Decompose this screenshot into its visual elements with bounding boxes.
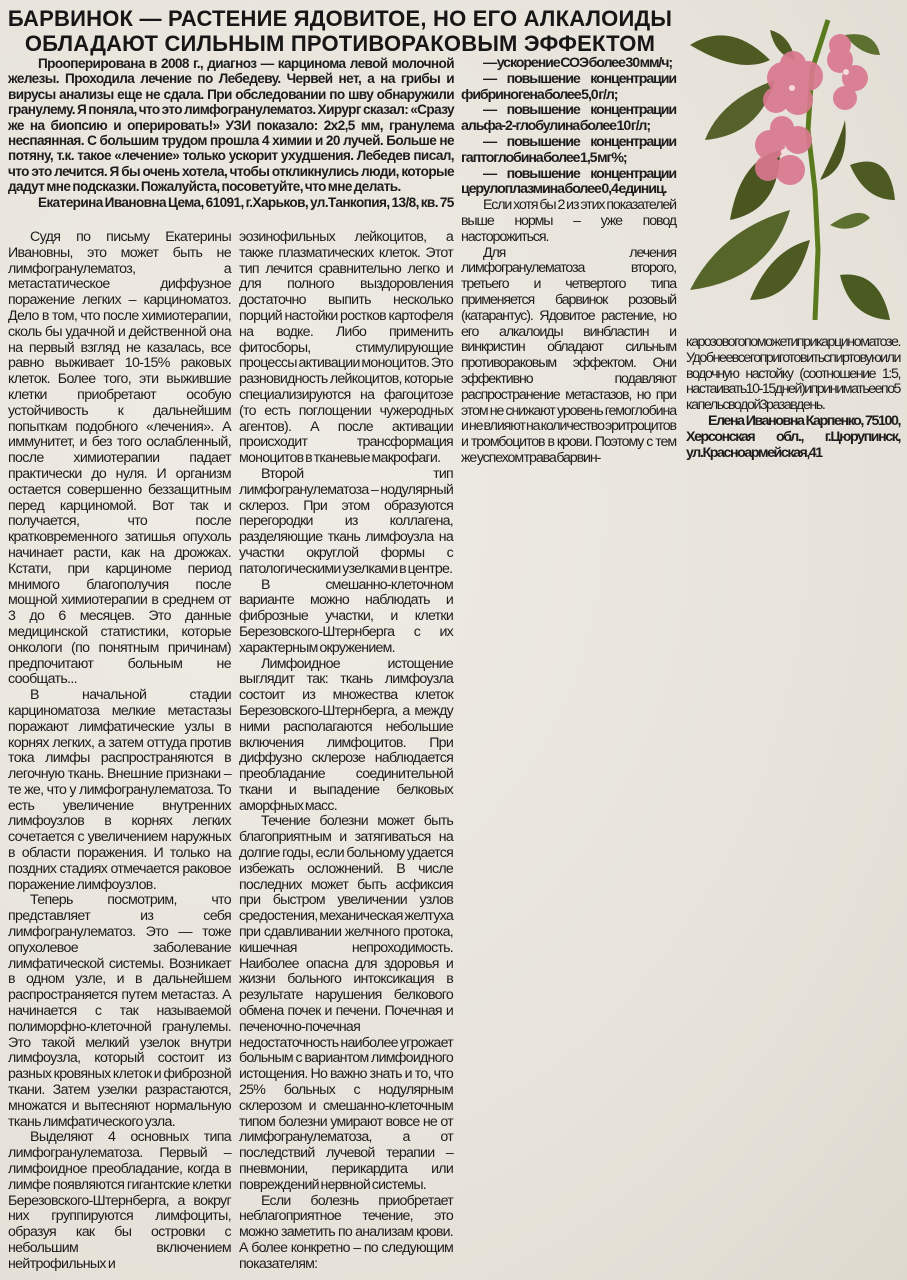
headline-line-1: БАРВИНОК — РАСТЕНИЕ ЯДОВИТОЕ, НО ЕГО АЛКАЛОИДЫ xyxy=(7,6,673,31)
paragraph: ка розового поможет и при карциноматозе. Удобнее всего приготовить спиртовую или водочную настойку (соотношение 1:5, настаивать 10-15 дней) и принимать ее по 5 капель с водой 3 раза в день. xyxy=(686,334,901,414)
paragraph: Течение болезни может быть благоприятным и затягиваться на долгие годы, если больному удается избежать осложнений. В числе последних может быть асфиксия при быстром увеличении узлов средостения, механическая желтуха при сдавливании желчного протока, кишечная непроходимость. Наиболее опасна для здоровья и жизни больного интоксикация в результате нарушения белкового обмена почек и печени. Почечная и печеночно-почечная недостаточность наиболее угрожает больным с вариантом лимфоидного истощения. Но важно знать и то, что 25% больных с нодулярным склерозом и смешанно-клеточным типом болезни умирают вовсе не от лимфогранулематоза, а от последствий лучевой терапии – пневмонии, перикардита или повреждений нервной системы. xyxy=(239,813,453,1193)
paragraph: Теперь посмотрим, что представляет из себя лимфогранулематоз. Это — тоже опухолевое заболевание лимфатической системы. Возникает в одном узле, и в дальнейшем распространяется путем метастаз. А начинается с так называемой полиморфно-клеточной гранулемы. Это такой мелкий узелок внутри лимфоузла, который состоит из разных кровяных клеток и фиброзной ткани. Затем узелки разрастаются, множатся и вытесняют нормальную ткань лимфатического узла. xyxy=(8,892,231,1130)
answer-signature: Елена Ивановна Карпенко, 75100, Херсонская обл., г.Цюрупинск, ул.Красноармейская, 41 xyxy=(686,412,900,461)
periwinkle-illustration xyxy=(680,0,907,330)
paragraph: Второй тип лимфогранулематоза – нодулярный склероз. При этом образуются перегородки из коллагена, разделяющие ткань лимфоузла на участки округлой формы с патологическими узелками в центре. xyxy=(239,465,453,577)
indicator-item: — повышение концентрации церулоплазмина более 0,4 единиц. xyxy=(461,165,676,198)
paragraph: Выделяют 4 основных типа лимфогранулематоза. Первый – лимфоидное преобладание, когда в лимфе появляются гигантские клетки Березовского-Штернберга, а вокруг них группируются лимфоциты, образуя как бы островки с небольшим включением нейтрофильных и xyxy=(8,1129,231,1272)
paragraph: В смешанно-клеточном варианте можно наблюдать и фиброзные участки, и клетки Березовского-Штернберга с их характерным окружением. xyxy=(239,576,453,656)
answer-column-3 xyxy=(461,56,676,476)
indicator-item: — повышение концентрации фибриногена более 5,0 г/л; xyxy=(461,70,676,103)
paragraph: эозинофильных лейкоцитов, а также плазматических клеток. Этот тип лечится сравнительно легко и для полного выздоровления достаточно выпить несколько порций настойки ростков картофеля на водке. Либо применить фитосборы, стимулирующие процессы активации моноцитов. Это разновидность лейкоцитов, которые специализируются на фагоцитозе (то есть поглощении чужеродных агентов). А после активации происходит трансформация моноцитов в тканевые макрофаги. xyxy=(239,229,453,467)
answer-column-4 xyxy=(686,335,900,475)
headline-line-2: ОБЛАДАЮТ СИЛЬНЫМ ПРОТИВОРАКОВЫМ ЭФФЕКТОМ xyxy=(24,31,656,56)
letter-signature: Екатерина Ивановна Цема, 61091, г.Харьков, ул.Танкопия, 13/8, кв. 75 xyxy=(38,194,454,210)
answer-column-2 xyxy=(239,230,453,1276)
paragraph: Судя по письму Екатерины Ивановны, это может быть не лимфогранулематоз, а метастатическое диффузное поражение легких – карциноматоз. Дело в том, что после химиотерапии, сколь бы удачной и действенной она на первый взгляд не казалась, все равно выживает 10-15% раковых клеток. Более того, эти выжившие клетки приобретают особую устойчивость к дальнейшим попыткам подобного «лечения». А иммунитет, и без того ослабленный, после химиотерапии падает практически до нуля. И организм остается совершенно беззащитным перед карциномой. Вот так и получается, что после кратковременного затишья опухоль начинает расти, как на дрожжах. Кстати, при карциноме период мнимого благополучия после мощной химиотерапии в среднем от 3 до 6 месяцев. Это данные медицинской статистики, которые онкологи (по понятным причинам) предпочитают больным не сообщать... xyxy=(8,229,231,688)
paragraph: В начальной стадии карциноматоза мелкие метастазы поражают лимфатические узлы в корнях легких, а затем оттуда против тока лимфы распространяются в легочную ткань. Внешние признаки – те же, что у лимфогранулематоза. То есть увеличение внутренних лимфоузлов в корнях легких сочетается с увеличением наружных в области поражения. И только на поздних стадиях отмечается раковое поражение лимфоузлов. xyxy=(8,687,231,893)
paragraph: Лимфоидное истощение выглядит так: ткань лимфоузла состоит из множества клеток Березовского-Штернберга, а между ними располагаются небольшие включения лимфоцитов. При диффузно склерозе наблюдается преобладание соединительной ткани и выпадение белковых аморфных масс. xyxy=(239,655,453,814)
paragraph: Если болезнь приобретает неблагоприятное течение, это можно заметить по анализам крови. А более конкретно – по следующим показателям: xyxy=(239,1192,453,1272)
reader-letter xyxy=(8,56,454,226)
periwinkle-plant-icon xyxy=(680,0,907,330)
answer-column-1 xyxy=(8,230,231,1276)
paragraph: Если хотя бы 2 из этих показателей выше нормы – уже повод насторожиться. xyxy=(461,197,676,245)
indicator-item: — повышение концентрации альфа-2-глобулина более 10 г/л; xyxy=(461,102,676,135)
article-headline xyxy=(0,6,680,56)
letter-text: Прооперирована в 2008 г., диагноз — карцинома левой молочной железы. Проходила лечение по Лебедеву. Червей нет, а на грибы и вирусы анализы еще не сдала. При обследовании по шву обнаружили гранулему. Я поняла, что это лимфогранулематоз. Хирург сказал: «Сразу же на биопсию и оперировать!» УЗИ показало: 2х2,5 мм, гранулема неспаянная. С большим трудом прошла 4 химии и 20 лучей. Больше не потяну, т.к. такое «лечение» только ускорит ухудшения. Лебедев писал, что это лечится. Я бы очень хотела, чтобы откликнулись люди, которые дадут мне подсказки. Пожалуйста, посоветуйте, что мне делать. xyxy=(8,56,454,195)
indicator-item: — ускорение СОЭ более 30 мм/ч; xyxy=(483,55,673,71)
indicator-item: — повышение концентрации гаптоглобина более 1,5 мг%; xyxy=(461,133,676,166)
blood-indicators-list xyxy=(461,56,676,198)
paragraph: Для лечения лимфогранулематоза второго, третьего и четвертого типа применяется барвинок розовый (катарантус). Ядовитое растение, но его алкалоиды винбластин и винкристин обладают сильным противораковым эффектом. Они эффективно подавляют распространение метастазов, но при этом не снижают уровень гемоглобина и не влияют на количество эритроцитов и тромбоцитов в крови. Поэтому с тем же успехом трава барвин- xyxy=(461,244,676,466)
